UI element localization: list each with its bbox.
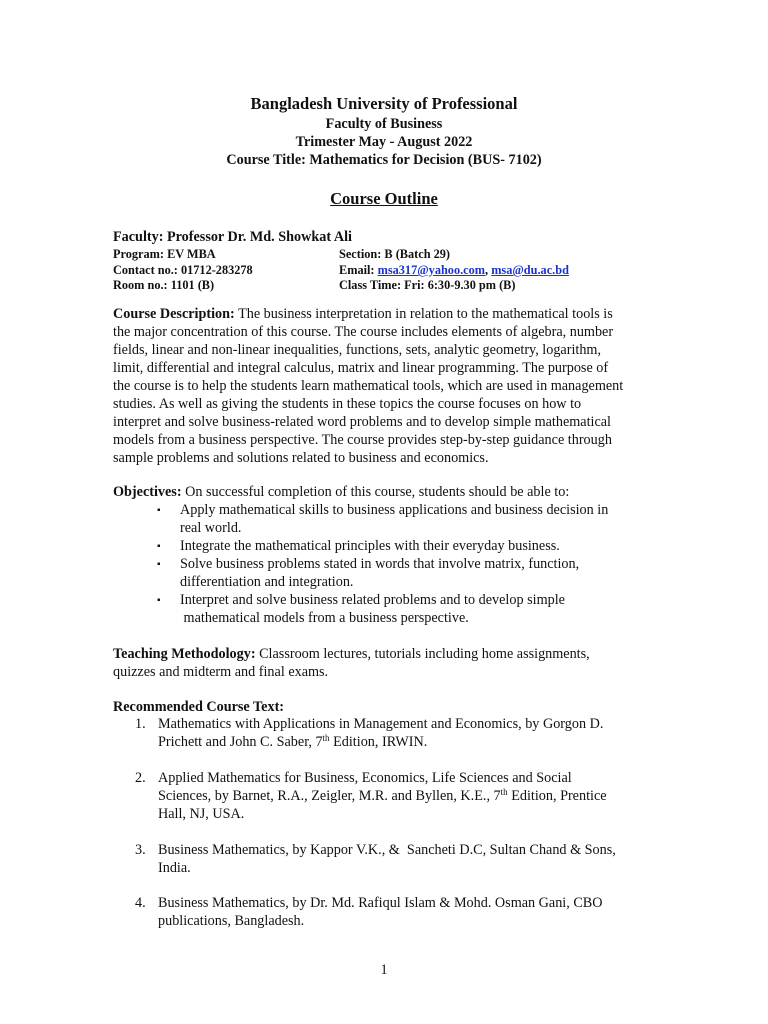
description-line: The business interpretation in relation to the mathematical tools is bbox=[238, 306, 613, 322]
description-line: the course is to help the students learn mathematical tools, which are used in management bbox=[113, 378, 624, 394]
objective-item bbox=[180, 591, 650, 627]
teaching-label: Teaching Methodology: bbox=[113, 646, 256, 662]
objective-line: real world. bbox=[180, 520, 242, 536]
objective-line: Interpret and solve business related problems and to develop simple bbox=[180, 592, 565, 608]
class-time: Class Time: Fri: 6:30-9.30 pm (B) bbox=[339, 278, 516, 292]
description-line: fields, linear and non-linear inequalities, functions, sets, analytic geometry, logarithm, bbox=[113, 342, 602, 358]
description-line: the major concentration of this course. The course includes elements of algebra, number bbox=[113, 324, 614, 340]
text-number: 1. bbox=[135, 716, 146, 732]
contact: Contact no.: 01712-283278 bbox=[113, 263, 253, 277]
objective-line: Solve business problems stated in words that involve matrix, function, bbox=[180, 556, 580, 572]
text-line: Hall, NJ, USA. bbox=[158, 806, 245, 822]
text-number: 3. bbox=[135, 842, 146, 858]
text-line: Business Mathematics, by Kappor V.K., & Sancheti D.C, Sultan Chand & Sons, bbox=[158, 842, 616, 858]
email-separator: , bbox=[485, 263, 489, 277]
objective-item bbox=[180, 537, 650, 555]
text-line: publications, Bangladesh. bbox=[158, 913, 305, 929]
outline-title-wrap bbox=[0, 190, 768, 209]
faculty-line: Faculty: Professor Dr. Md. Showkat Ali bbox=[113, 229, 352, 245]
text-line: India. bbox=[158, 860, 191, 876]
text-item bbox=[158, 715, 658, 751]
description-label: Course Description: bbox=[113, 306, 235, 322]
room: Room no.: 1101 (B) bbox=[113, 278, 215, 292]
bullet-icon: ▪ bbox=[157, 559, 161, 570]
objective-line: differentiation and integration. bbox=[180, 574, 354, 590]
description-line: sample problems and solutions related to business and economics. bbox=[113, 450, 489, 466]
objective-line: Apply mathematical skills to business applications and business decision in bbox=[180, 502, 609, 518]
teaching-methodology bbox=[113, 645, 658, 681]
section: Section: B (Batch 29) bbox=[339, 247, 451, 261]
trimester: Trimester May - August 2022 bbox=[295, 134, 473, 150]
teaching-line: Classroom lectures, tutorials including home assignments, bbox=[259, 646, 590, 662]
bullet-icon: ▪ bbox=[157, 595, 161, 606]
email-link-du[interactable]: msa@du.ac.bd bbox=[491, 263, 569, 277]
text-number: 2. bbox=[135, 770, 146, 786]
bullet-icon: ▪ bbox=[157, 541, 161, 552]
email-label: Email: bbox=[339, 263, 375, 277]
objectives-label: Objectives: bbox=[113, 484, 182, 500]
description-line: limit, differential and integral calculus, matrix and linear programming. The purpose of bbox=[113, 360, 609, 376]
description-line: studies. As well as giving the students in these topics the course focuses on how to bbox=[113, 396, 582, 412]
text-item bbox=[158, 769, 658, 823]
text-line: Sciences, by Barnet, R.A., Zeigler, M.R. and Byllen, K.E., 7th Edition, Prentice bbox=[158, 787, 607, 804]
page-number: 1 bbox=[380, 962, 388, 978]
bullet-icon: ▪ bbox=[157, 505, 161, 516]
objective-item bbox=[180, 555, 650, 591]
description-line: interpret and solve business-related word problems and to develop simple mathematical bbox=[113, 414, 611, 430]
email-link-yahoo[interactable]: msa317@yahoo.com bbox=[377, 263, 486, 277]
course-title: Course Title: Mathematics for Decision (BUS- 7102) bbox=[226, 152, 542, 168]
text-line: Business Mathematics, by Dr. Md. Rafiqul Islam & Mohd. Osman Gani, CBO bbox=[158, 895, 603, 911]
objectives-list bbox=[0, 501, 768, 631]
text-line: Applied Mathematics for Business, Economics, Life Sciences and Social bbox=[158, 770, 572, 786]
faculty-name: Faculty of Business bbox=[325, 116, 443, 132]
objective-line: mathematical models from a business perspective. bbox=[180, 610, 469, 626]
course-description bbox=[113, 305, 658, 467]
university-name: Bangladesh University of Professional bbox=[250, 94, 518, 113]
objective-item bbox=[180, 501, 650, 537]
description-line: models from a business perspective. The course provides step-by-step guidance through bbox=[113, 432, 612, 448]
text-item bbox=[158, 894, 658, 930]
text-line: Prichett and John C. Saber, 7th Edition, IRWIN. bbox=[158, 733, 428, 750]
program: Program: EV MBA bbox=[113, 247, 216, 261]
texts-label: Recommended Course Text: bbox=[113, 699, 285, 715]
objectives-intro-text: On successful completion of this course, students should be able to: bbox=[185, 484, 570, 500]
text-item bbox=[158, 841, 658, 877]
objective-line: Integrate the mathematical principles with their everyday business. bbox=[180, 538, 560, 554]
texts-list bbox=[0, 715, 768, 935]
teaching-line: quizzes and midterm and final exams. bbox=[113, 664, 329, 680]
objectives-intro bbox=[113, 483, 658, 501]
text-number: 4. bbox=[135, 895, 146, 911]
outline-title: Course Outline bbox=[330, 189, 438, 208]
text-line: Mathematics with Applications in Management and Economics, by Gorgon D. bbox=[158, 716, 604, 732]
